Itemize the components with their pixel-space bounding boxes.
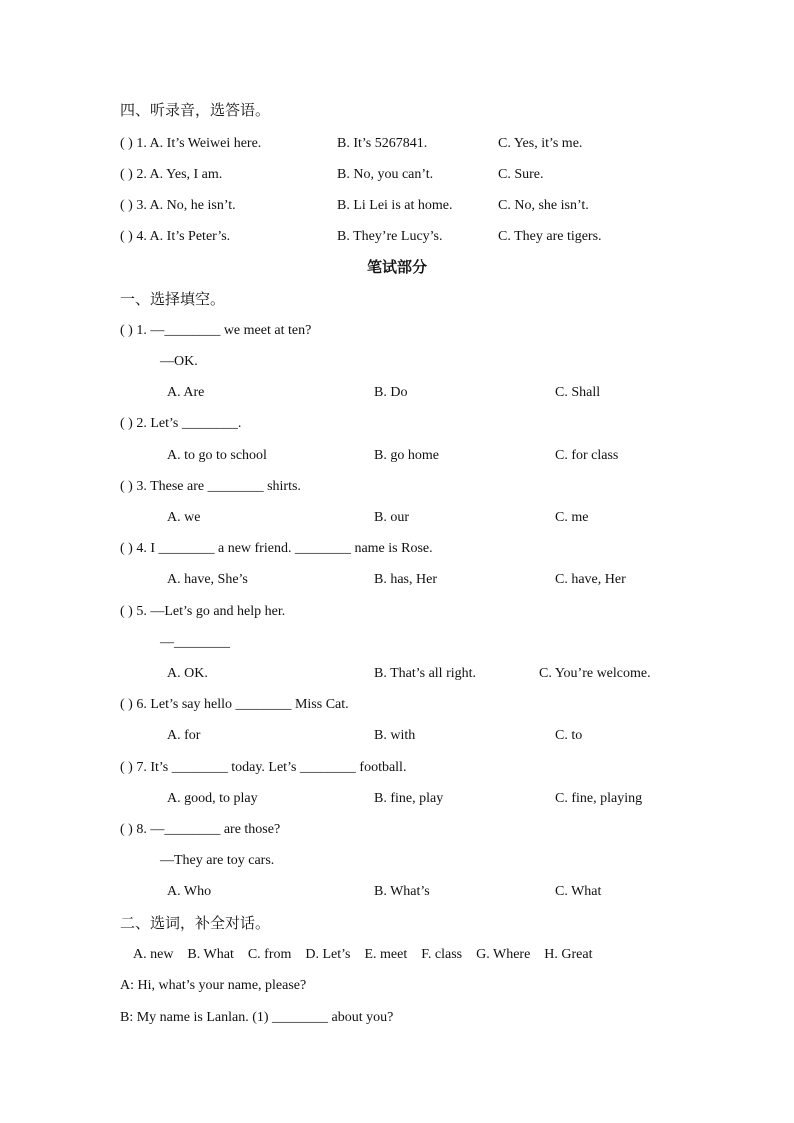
q4-option-b: B. has, Her <box>374 572 437 587</box>
listening-item-1-stem: ( ) 1. A. It’s Weiwei here. <box>120 136 262 151</box>
listening-item-3-option-b: B. Li Lei is at home. <box>337 198 453 213</box>
listening-item-3-stem: ( ) 3. A. No, he isn’t. <box>120 198 236 213</box>
q3-option-b: B. our <box>374 510 409 525</box>
listening-item-2-option-c: C. Sure. <box>498 167 544 182</box>
written-section-title: 笔试部分 <box>366 258 427 276</box>
q7-option-a: A. good, to play <box>167 791 258 806</box>
q1-option-b: B. Do <box>374 385 408 400</box>
q5-option-b: B. That’s all right. <box>374 666 477 681</box>
listening-heading: 四、听录音，选答语。 <box>120 101 271 119</box>
q8-option-b: B. What’s <box>374 884 430 899</box>
q6-option-c: C. to <box>555 728 583 743</box>
dialogue-line-a: A: Hi, what’s your name, please? <box>120 978 307 993</box>
q8-option-a: A. Who <box>167 884 212 899</box>
q2-stem: ( ) 2. Let’s ________. <box>120 416 242 431</box>
section1-heading: 一、选择填空。 <box>120 290 226 308</box>
q4-option-c: C. have, Her <box>555 572 626 587</box>
q8-option-c: C. What <box>555 884 602 899</box>
q7-stem: ( ) 7. It’s ________ today. Let’s ________ football. <box>120 760 407 775</box>
q2-option-a: A. to go to school <box>167 448 267 463</box>
q5-option-c: C. You’re welcome. <box>539 666 651 681</box>
q2-option-c: C. for class <box>555 448 619 463</box>
q4-option-a: A. have, She’s <box>167 572 248 587</box>
listening-item-2-stem: ( ) 2. A. Yes, I am. <box>120 167 223 182</box>
listening-item-3-option-c: C. No, she isn’t. <box>498 198 589 213</box>
q8-stem: ( ) 8. —________ are those? <box>120 822 281 837</box>
q4-stem: ( ) 4. I ________ a new friend. ________ name is Rose. <box>120 541 433 556</box>
listening-item-4-option-c: C. They are tigers. <box>498 229 602 244</box>
q1-reply: —OK. <box>160 354 198 369</box>
q2-option-b: B. go home <box>374 448 439 463</box>
q6-option-b: B. with <box>374 728 416 743</box>
q7-option-b: B. fine, play <box>374 791 444 806</box>
listening-item-1-option-c: C. Yes, it’s me. <box>498 136 583 151</box>
listening-item-4-option-b: B. They’re Lucy’s. <box>337 229 443 244</box>
q1-option-c: C. Shall <box>555 385 601 400</box>
dialogue-line-b: B: My name is Lanlan. (1) ________ about you? <box>120 1010 394 1025</box>
q6-option-a: A. for <box>167 728 201 743</box>
listening-item-2-option-b: B. No, you can’t. <box>337 167 434 182</box>
q6-stem: ( ) 6. Let’s say hello ________ Miss Cat. <box>120 697 349 712</box>
q1-stem: ( ) 1. —________ we meet at ten? <box>120 323 312 338</box>
q1-option-a: A. Are <box>167 385 205 400</box>
q3-option-c: C. me <box>555 510 589 525</box>
q8-reply: —They are toy cars. <box>160 853 275 868</box>
listening-item-4-stem: ( ) 4. A. It’s Peter’s. <box>120 229 231 244</box>
section2-heading: 二、选词，补全对话。 <box>120 914 271 932</box>
word-bank: A. new B. What C. from D. Let’s E. meet F. class G. Where H. Great <box>133 947 593 962</box>
q5-option-a: A. OK. <box>167 666 208 681</box>
q3-stem: ( ) 3. These are ________ shirts. <box>120 479 301 494</box>
q3-option-a: A. we <box>167 510 201 525</box>
listening-item-1-option-b: B. It’s 5267841. <box>337 136 428 151</box>
q5-reply: —________ <box>160 635 230 650</box>
q7-option-c: C. fine, playing <box>555 791 643 806</box>
q5-stem: ( ) 5. —Let’s go and help her. <box>120 604 286 619</box>
